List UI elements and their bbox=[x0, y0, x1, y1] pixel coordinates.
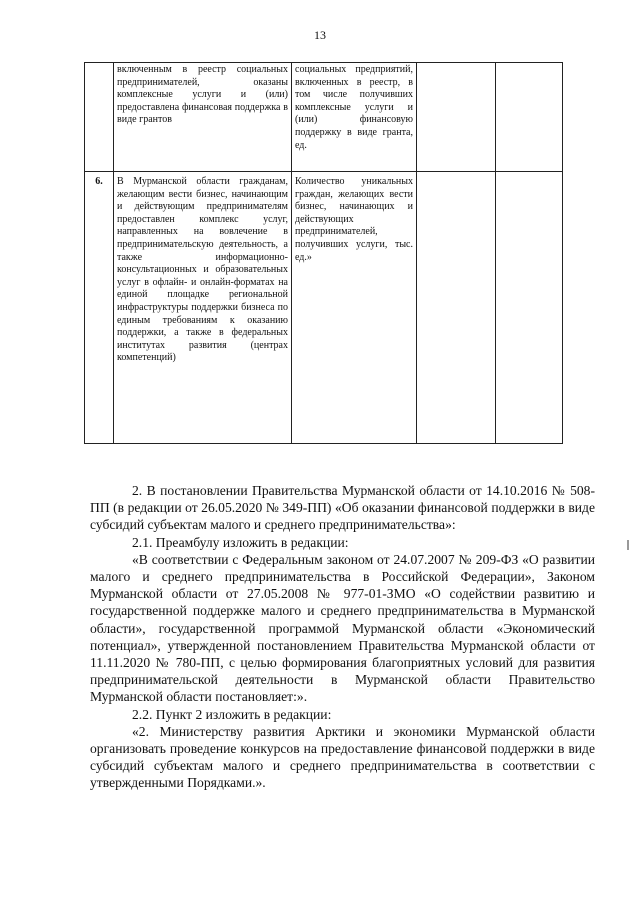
paragraph-item-text: «2. Министерству развития Арктики и экономики Мурманской области организовать проведение конкурсов на предоставление финансовой поддержки в виде субсидий субъектам малого и среднего предпринимательства в соответствии с утвержденными Порядками.». bbox=[90, 723, 595, 791]
row-number-cell bbox=[85, 63, 114, 172]
result-description-cell: включенным в реестр социальных предпринимателей, оказаны комплексные услуги и (или) предоставлена финансовая поддержка в виде грантов bbox=[114, 63, 292, 172]
value-cell bbox=[417, 63, 496, 172]
row-number-cell: 6. bbox=[85, 172, 114, 444]
paragraph-item-heading: 2.2. Пункт 2 изложить в редакции: bbox=[132, 706, 332, 722]
page-number: 13 bbox=[314, 28, 326, 42]
indicator-cell: социальных предприятий, включенных в реестр, в том числе получивших комплексные услуги и (или) финансовую поддержку в виде гранта, ед. bbox=[292, 63, 417, 172]
value-cell bbox=[496, 63, 563, 172]
value-cell bbox=[496, 172, 563, 444]
paragraph-preamble-heading: 2.1. Преамбулу изложить в редакции: bbox=[132, 534, 349, 550]
indicator-cell: Количество уникальных граждан, желающих вести бизнес, начинающих и действующих предпринимателей, получивших услуги, тыс. ед.» bbox=[292, 172, 417, 444]
table-row bbox=[85, 63, 563, 172]
paragraph-preamble-text: «В соответствии с Федеральным законом от 24.07.2007 № 209-ФЗ «О развитии малого и среднего предпринимательства в Российской Федерации», Законом Мурманской области от 27.05.2008 № 977-01-ЗМО «О содействии развитию и государственной поддержке малого и среднего предпринимательства в Мурманской области», государственной программой Мурманской области «Экономический потенциал», утвержденной постановлением Правительства Мурманской области от 11.11.2020 № 780-ПП, с целью формирования благоприятных условий для развития предпринимательской деятельности в Мурманской области Правительство Мурманской области постановляет:». bbox=[90, 551, 595, 705]
paragraph-amendment: 2. В постановлении Правительства Мурманской области от 14.10.2016 № 508-ПП (в редакции от 26.05.2020 № 349-ПП) «Об оказании финансовой поддержки в виде субсидий субъектам малого и среднего предпринимательства»: bbox=[90, 483, 595, 533]
result-description-cell: В Мурманской области гражданам, желающим вести бизнес, начинающим и действующим предпринимателям предоставлен комплекс услуг, направленных на вовлечение в предпринимательскую деятельность, а также информационно-консультационных и образовательных услуг в офлайн- и онлайн-форматах на единой площадке региональной инфраструктуры поддержки бизнеса по единым требованиям к оказанию поддержки, а также в федеральных институтах развития (центрах компетенций) bbox=[114, 172, 292, 444]
table-row bbox=[85, 172, 563, 444]
value-cell bbox=[417, 172, 496, 444]
document-body bbox=[90, 482, 595, 792]
margin-mark bbox=[627, 540, 629, 550]
measures-table bbox=[84, 62, 563, 444]
